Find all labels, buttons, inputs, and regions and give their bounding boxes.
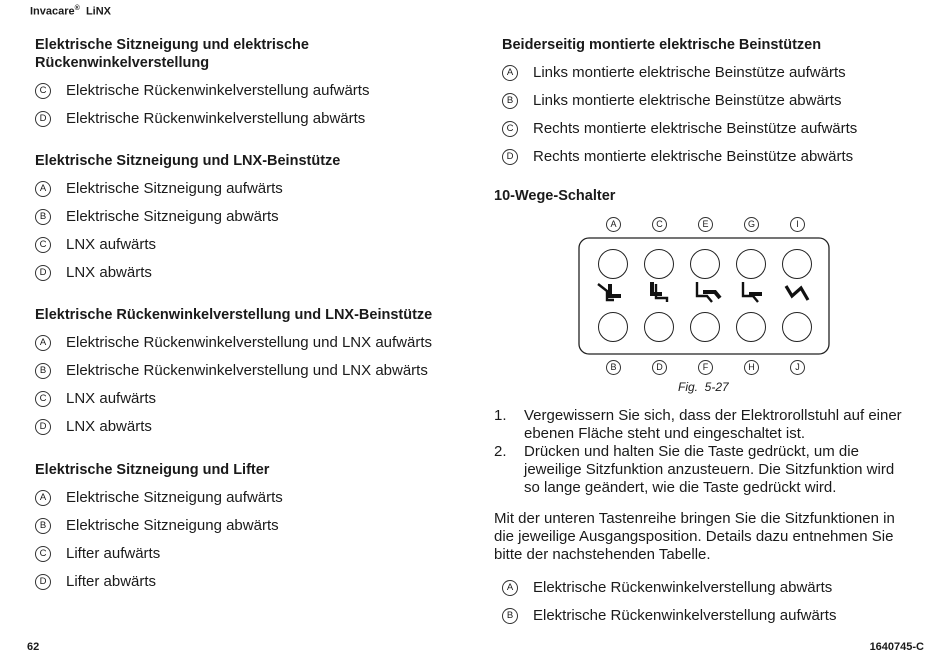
- fig-label-bottom: B: [606, 360, 621, 375]
- button-i: [783, 250, 812, 279]
- item-text: LNX aufwärts: [66, 390, 157, 407]
- section-title: Beiderseitig montierte elektrische Beinstützen: [502, 37, 822, 53]
- button-c: [645, 250, 674, 279]
- button-b: [599, 313, 628, 342]
- letter-badge: A: [35, 490, 51, 506]
- fig-label-bottom: H: [744, 360, 759, 375]
- fig-label-bottom: F: [698, 360, 713, 375]
- section-title: Elektrische Sitzneigung und LNX-Beinstütze: [35, 153, 341, 169]
- item-text: Elektrische Sitzneigung abwärts: [66, 208, 279, 225]
- item-text: Elektrische Rückenwinkelverstellung abwärts: [533, 579, 833, 596]
- letter-badge: D: [35, 111, 51, 127]
- item-text: Lifter aufwärts: [66, 545, 161, 562]
- item-text: Rechts montierte elektrische Beinstütze aufwärts: [533, 120, 858, 137]
- letter-badge: C: [502, 121, 518, 137]
- item-text: Elektrische Sitzneigung aufwärts: [66, 489, 283, 506]
- letter-badge: C: [35, 546, 51, 562]
- fig-label-top: C: [652, 217, 667, 232]
- item-text: LNX abwärts: [66, 264, 152, 281]
- switch-figure: [576, 214, 832, 378]
- letter-badge: C: [35, 83, 51, 99]
- switch-diagram: [576, 214, 832, 378]
- fig-label-top: E: [698, 217, 713, 232]
- running-header: [30, 5, 111, 18]
- body-paragraph: Mit der unteren Tastenreihe bringen Sie die Sitzfunktionen in die jeweilige Ausgangsposition. Details dazu entnehmen Sie bitte der nachstehenden Tabelle.: [494, 510, 895, 563]
- letter-badge: A: [35, 181, 51, 197]
- letter-badge: D: [35, 419, 51, 435]
- item-text: Elektrische Rückenwinkelverstellung aufwärts: [66, 82, 370, 99]
- figure-caption: Fig. 5-27: [678, 380, 729, 394]
- button-e: [691, 250, 720, 279]
- section-title-line: Rückenwinkelverstellung: [35, 55, 210, 71]
- section-title: Elektrische Rückenwinkelverstellung und LNX-Beinstütze: [35, 307, 433, 323]
- item-text: Elektrische Rückenwinkelverstellung aufwärts: [533, 607, 837, 624]
- page-number: 62: [27, 641, 40, 653]
- brand-name: Invacare: [30, 5, 75, 18]
- section-title: 10-Wege-Schalter: [494, 188, 616, 204]
- letter-badge: B: [502, 93, 518, 109]
- fig-label-bottom: D: [652, 360, 667, 375]
- item-text: Rechts montierte elektrische Beinstütze abwärts: [533, 148, 854, 165]
- item-text: Elektrische Rückenwinkelverstellung und LNX abwärts: [66, 362, 428, 379]
- letter-badge: A: [502, 65, 518, 81]
- item-text: Lifter abwärts: [66, 573, 157, 590]
- button-j: [783, 313, 812, 342]
- step-number: 2.: [494, 443, 507, 460]
- letter-badge: D: [502, 149, 518, 165]
- letter-badge: B: [35, 363, 51, 379]
- item-text: Elektrische Sitzneigung abwärts: [66, 517, 279, 534]
- letter-badge: A: [502, 580, 518, 596]
- button-f: [691, 313, 720, 342]
- fig-label-top: A: [606, 217, 621, 232]
- button-a: [599, 250, 628, 279]
- item-text: LNX aufwärts: [66, 236, 157, 253]
- item-text: Elektrische Rückenwinkelverstellung abwärts: [66, 110, 366, 127]
- fig-label-top: I: [790, 217, 805, 232]
- fig-label-bottom: J: [790, 360, 805, 375]
- section-title: Elektrische Sitzneigung und Lifter: [35, 462, 270, 478]
- item-text: Links montierte elektrische Beinstütze aufwärts: [533, 64, 846, 81]
- fig-label-top: G: [744, 217, 759, 232]
- button-g: [737, 250, 766, 279]
- item-text: LNX abwärts: [66, 418, 152, 435]
- product-name: LiNX: [85, 5, 112, 18]
- letter-badge: A: [35, 335, 51, 351]
- button-h: [737, 313, 766, 342]
- letter-badge: D: [35, 574, 51, 590]
- item-text: Elektrische Rückenwinkelverstellung und LNX aufwärts: [66, 334, 433, 351]
- step-text: Vergewissern Sie sich, dass der Elektrorollstuhl auf einer ebenen Fläche steht und eingeschaltet ist.: [524, 407, 902, 442]
- step-text: Drücken und halten Sie die Taste gedrückt, um die jeweilige Sitzfunktion anzusteuern. Die Sitzfunktion wird so lange geändert, wie die Taste gedrückt wird.: [524, 443, 895, 496]
- letter-badge: B: [35, 209, 51, 225]
- registered-mark: ®: [74, 5, 80, 12]
- item-text: Elektrische Sitzneigung aufwärts: [66, 180, 283, 197]
- letter-badge: B: [35, 518, 51, 534]
- letter-badge: B: [502, 608, 518, 624]
- item-text: Links montierte elektrische Beinstütze abwärts: [533, 92, 842, 109]
- button-d: [645, 313, 674, 342]
- letter-badge: D: [35, 265, 51, 281]
- section-title: [35, 36, 309, 72]
- letter-badge: C: [35, 391, 51, 407]
- letter-badge: C: [35, 237, 51, 253]
- document-id: 1640745-C: [869, 641, 924, 653]
- step-number: 1.: [494, 407, 507, 424]
- section-title-line: Elektrische Sitzneigung und elektrische: [35, 37, 309, 53]
